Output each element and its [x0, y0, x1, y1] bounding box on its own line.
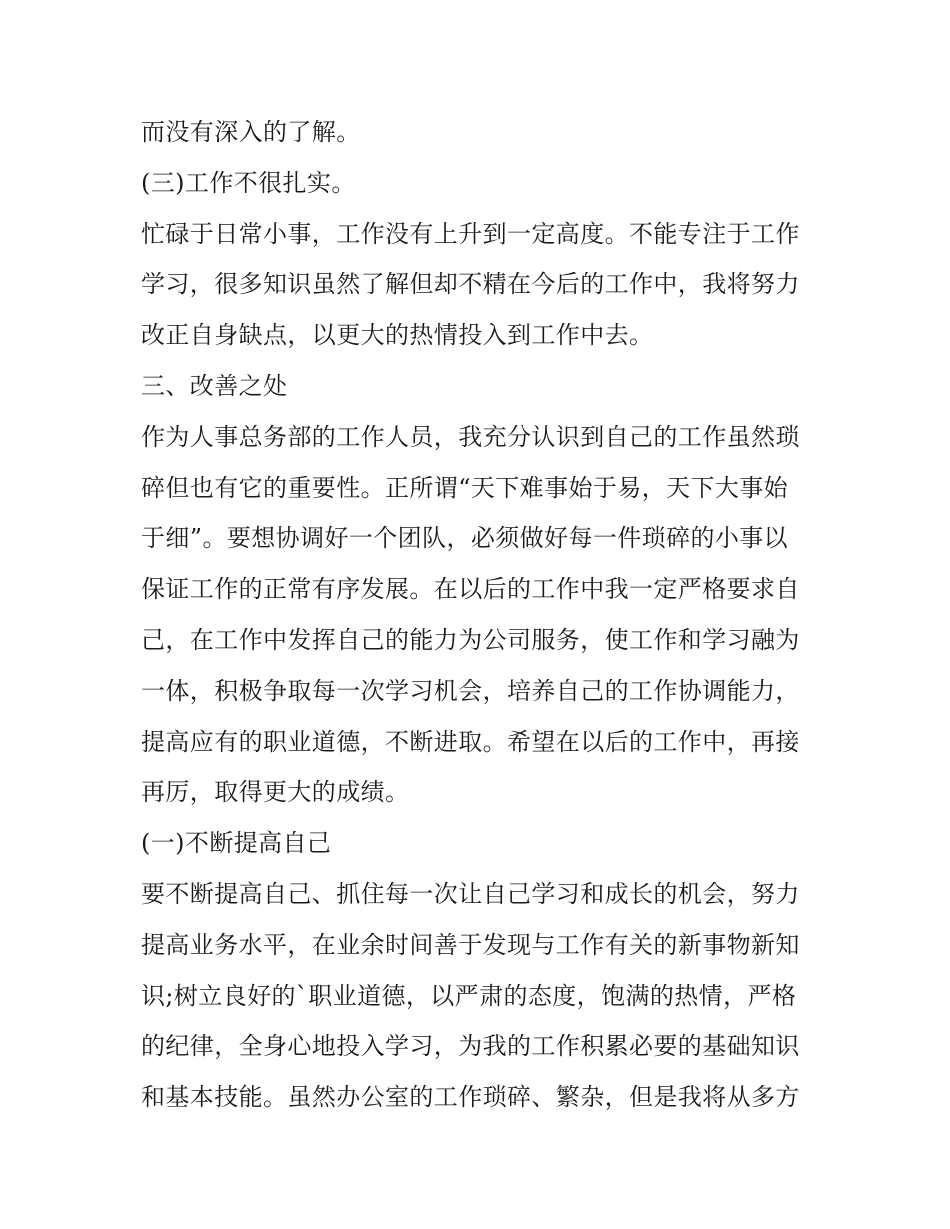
text-line: 一体，积极争取每一次学习机会，培养自己的工作协调能力，	[141, 676, 800, 705]
text-line: 己，在工作中发挥自己的能力为公司服务，使工作和学习融为	[141, 625, 800, 654]
text-line: 的纪律，全身心地投入学习，为我的工作积累必要的基础知识	[141, 1032, 800, 1061]
text-line: 提高应有的职业道德，不断进取。希望在以后的工作中，再接	[141, 727, 800, 756]
section-heading: (一)不断提高自己	[141, 829, 332, 858]
document-body	[141, 107, 817, 1123]
text-line: 于细”。要想协调好一个团队，必须做好每一件琐碎的小事以	[141, 524, 789, 553]
text-line: 提高业务水平，在业余时间善于发现与工作有关的新事物新知	[141, 930, 800, 959]
section-heading: (三)工作不很扎实。	[141, 168, 356, 197]
text-line: 再厉，取得更大的成绩。	[141, 778, 410, 807]
text-line: 而没有深入的了解。	[141, 118, 361, 146]
text-line: 保证工作的正常有序发展。在以后的工作中我一定严格要求自	[141, 575, 800, 604]
text-line: 识;树立良好的`职业道德，以严肃的态度，饱满的热情，严格	[141, 981, 797, 1010]
text-line: 和基本技能。虽然办公室的工作琐碎、繁杂，但是我将从多方	[141, 1083, 800, 1112]
text-line: 作为人事总务部的工作人员，我充分认识到自己的工作虽然琐	[141, 422, 800, 451]
section-heading: 三、改善之处	[141, 371, 288, 400]
text-line: 忙碌于日常小事，工作没有上升到一定高度。不能专注于工作	[141, 219, 800, 248]
text-line: 改正自身缺点，以更大的热情投入到工作中去。	[141, 321, 654, 350]
text-line: 碎但也有它的重要性。正所谓“天下难事始于易，天下大事始	[141, 473, 789, 502]
text-line: 学习，很多知识虽然了解但却不精在今后的工作中，我将努力	[141, 270, 800, 299]
text-line: 要不断提高自己、抓住每一次让自己学习和成长的机会，努力	[141, 879, 800, 908]
